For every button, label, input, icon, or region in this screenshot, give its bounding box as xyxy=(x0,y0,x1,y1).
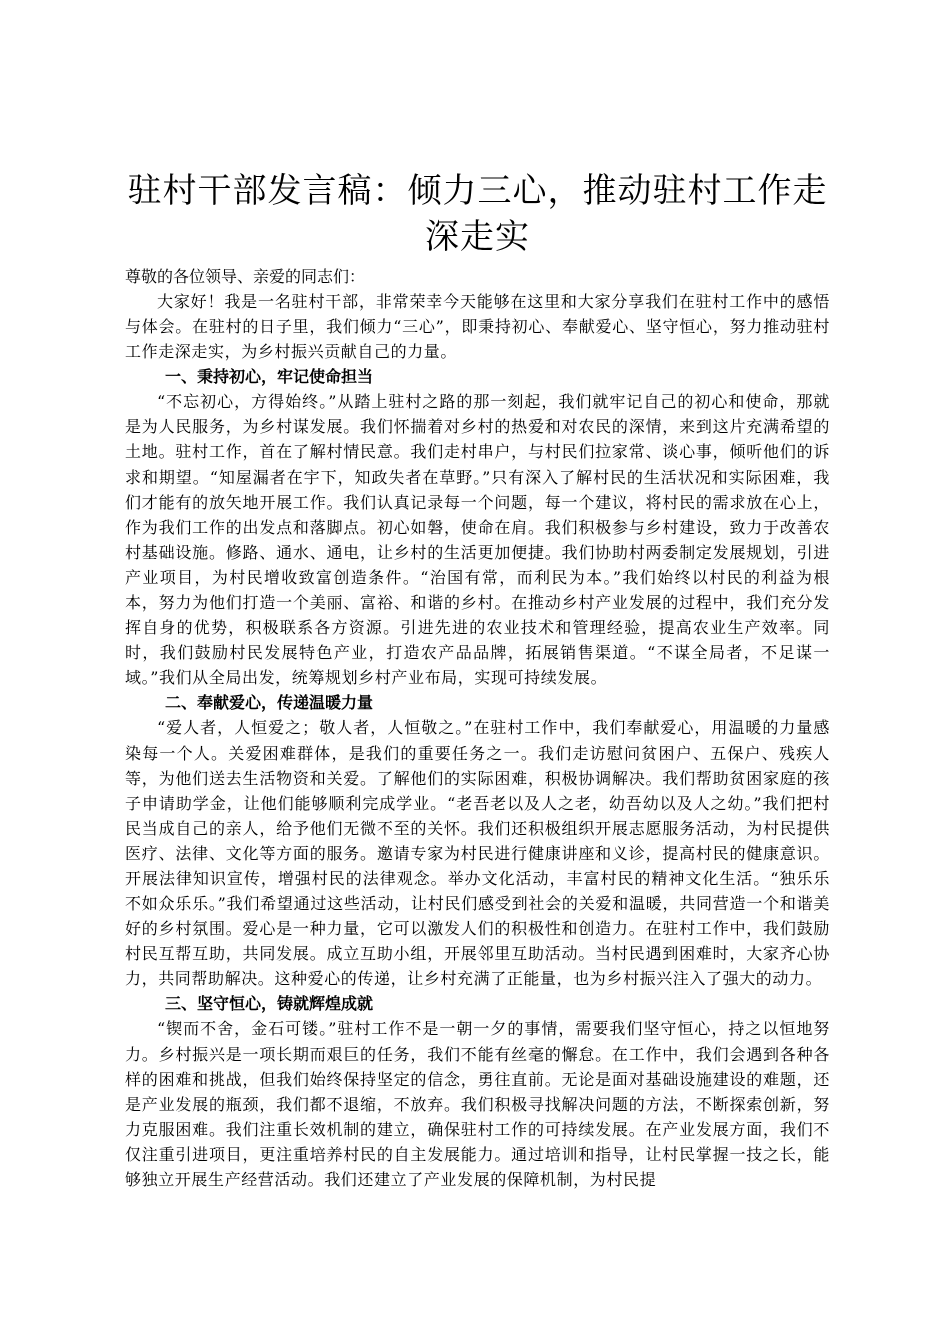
intro-paragraph: 大家好！我是一名驻村干部，非常荣幸今天能够在这里和大家分享我们在驻村工作中的感悟与体会。在驻村的日子里，我们倾力“三心”，即秉持初心、奉献爱心、坚守恒心，努力推动驻村工作走深走实，为乡村振兴贡献自己的力量。 xyxy=(125,292,830,362)
section-body-3: “锲而不舍，金石可镂。”驻村工作不是一朝一夕的事情，需要我们坚守恒心，持之以恒地努力。乡村振兴是一项长期而艰巨的任务，我们不能有丝毫的懈怠。在工作中，我们会遇到各种各样的困难和挑战，但我们始终保持坚定的信念，勇往直前。无论是面对基础设施建设的难题，还是产业发展的瓶颈，我们都不退缩，不放弃。我们积极寻找解决问题的方法，不断探索创新，努力克服困难。我们注重长效机制的建立，确保驻村工作的可持续发展。在产业发展方面，我们不仅注重引进项目，更注重培养村民的自主发展能力。通过培训和指导，让村民掌握一技之长，能够独立开展生产经营活动。我们还建立了产业发展的保障机制，为村民提 xyxy=(125,1019,830,1189)
section-body-2: “爱人者，人恒爱之；敬人者，人恒敬之。”在驻村工作中，我们奉献爱心，用温暖的力量感染每一个人。关爱困难群体，是我们的重要任务之一。我们走访慰问贫困户、五保户、残疾人等，为他们送去生活物资和关爱。了解他们的实际困难，积极协调解决。我们帮助贫困家庭的孩子申请助学金，让他们能够顺利完成学业。“老吾老以及人之老，幼吾幼以及人之幼。”我们把村民当成自己的亲人，给予他们无微不至的关怀。我们还积极组织开展志愿服务活动，为村民提供医疗、法律、文化等方面的服务。邀请专家为村民进行健康讲座和义诊，提高村民的健康意识。开展法律知识宣传，增强村民的法律观念。举办文化活动，丰富村民的精神文化生活。“独乐乐不如众乐乐。”我们希望通过这些活动，让村民们感受到社会的关爱和温暖，共同营造一个和谐美好的乡村氛围。爱心是一种力量，它可以激发人们的积极性和创造力。在驻村工作中，我们鼓励村民互帮互助，共同发展。成立互助小组，开展邻里互助活动。当村民遇到困难时，大家齐心协力，共同帮助解决。这种爱心的传递，让乡村充满了正能量，也为乡村振兴注入了强大的动力。 xyxy=(125,718,830,989)
section-body-1: “不忘初心，方得始终。”从踏上驻村之路的那一刻起，我们就牢记自己的初心和使命，那就是为人民服务，为乡村谋发展。我们怀揣着对乡村的热爱和对农民的深情，来到这片充满希望的土地。驻村工作，首在了解村情民意。我们走村串户，与村民们拉家常、谈心事，倾听他们的诉求和期望。“知屋漏者在宇下，知政失者在草野。”只有深入了解村民的生活状况和实际困难，我们才能有的放矢地开展工作。我们认真记录每一个问题，每一个建议，将村民的需求放在心上，作为我们工作的出发点和落脚点。初心如磐，使命在肩。我们积极参与乡村建设，致力于改善农村基础设施。修路、通水、通电，让乡村的生活更加便捷。我们协助村两委制定发展规划，引进产业项目，为村民增收致富创造条件。“治国有常，而利民为本。”我们始终以村民的利益为根本，努力为他们打造一个美丽、富裕、和谐的乡村。在推动乡村产业发展的过程中，我们充分发挥自身的优势，积极联系各方资源。引进先进的农业技术和管理经验，提高农业生产效率。同时，我们鼓励村民发展特色产业，打造农产品品牌，拓展销售渠道。“不谋全局者，不足谋一域。”我们从全局出发，统筹规划乡村产业布局，实现可持续发展。 xyxy=(125,392,830,688)
section-heading-3: 三、坚守恒心，铸就辉煌成就 xyxy=(165,994,374,1014)
document-title: 驻村干部发言稿：倾力三心，推动驻村工作走深走实 xyxy=(127,171,828,257)
section-heading-2: 二、奉献爱心，传递温暖力量 xyxy=(165,693,374,713)
salutation: 尊敬的各位领导、亲爱的同志们： xyxy=(125,267,366,286)
document-page xyxy=(125,0,830,1192)
section-heading-1: 一、秉持初心，牢记使命担当 xyxy=(165,367,374,387)
